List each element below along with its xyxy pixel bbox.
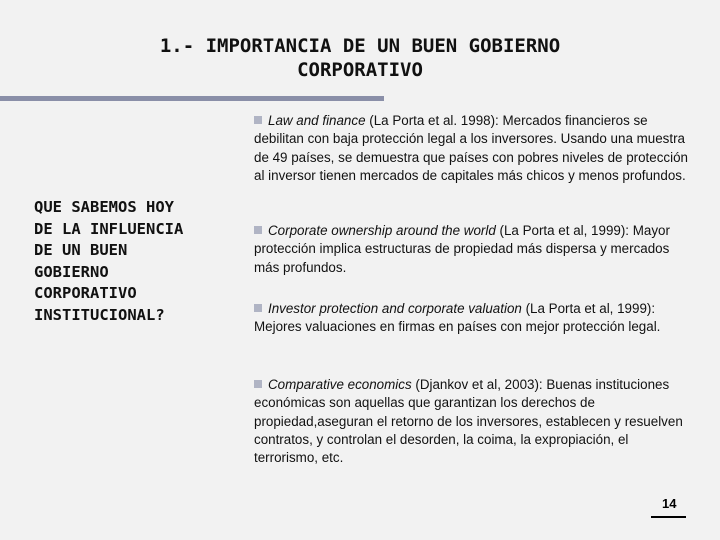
left-question xyxy=(34,197,239,326)
square-bullet-icon xyxy=(254,226,262,234)
square-bullet-icon xyxy=(254,380,262,388)
slide-title-line-1: 1.- IMPORTANCIA DE UN BUEN GOBIERNO xyxy=(159,35,561,57)
bullet-item-corporate-ownership xyxy=(254,222,694,277)
left-question-line: GOBIERNO xyxy=(34,262,109,281)
slide-title-line-2: CORPORATIVO xyxy=(297,59,423,81)
slide-title xyxy=(60,34,660,82)
bullet-item-comparative-economics xyxy=(254,376,694,467)
left-question-line: DE LA INFLUENCIA xyxy=(34,219,184,238)
bullet-item-text: (La Porta et al, 1999): Mayor protección implica estructuras de propiedad más dispersa y mercados más profundos. xyxy=(254,223,670,275)
bullet-item-title: Law and finance xyxy=(268,113,366,128)
left-question-line: INSTITUCIONAL? xyxy=(34,305,165,324)
bullet-item-text: (Djankov et al, 2003): Buenas instituciones económicas son aquellas que garantizan los derechos de propiedad,aseguran el retorno de los inversores, establecen y resuelven contratos, y controlan el desorden, la coima, la expropiación, el terrorismo, etc. xyxy=(254,377,683,466)
bullet-item-text: (La Porta et al. 1998): Mercados financieros se debilitan con baja protección legal a los inversores. Usando una muestra de 49 países, se demuestra que países con pobres niveles de protección al inversor tienen mercados de capitales más chicos y menos profundos. xyxy=(254,113,688,183)
title-divider xyxy=(0,96,384,101)
bullet-item-law-and-finance xyxy=(254,112,694,185)
square-bullet-icon xyxy=(254,304,262,312)
bullet-item-title: Investor protection and corporate valuation xyxy=(268,301,522,316)
bullet-item-title: Comparative economics xyxy=(268,377,412,392)
bullet-item-text: (La Porta et al, 1999): Mejores valuaciones en firmas en países con mejor protección legal. xyxy=(254,301,661,335)
page-number-underline xyxy=(651,516,686,518)
square-bullet-icon xyxy=(254,116,262,124)
left-question-line: CORPORATIVO xyxy=(34,284,137,302)
bullet-item-title: Corporate ownership around the world xyxy=(268,223,496,238)
page-number: 14 xyxy=(662,496,677,511)
bullet-item-investor-protection xyxy=(254,300,694,337)
left-question-line: QUE SABEMOS HOY xyxy=(34,198,174,216)
left-question-line: DE UN BUEN xyxy=(34,241,128,259)
